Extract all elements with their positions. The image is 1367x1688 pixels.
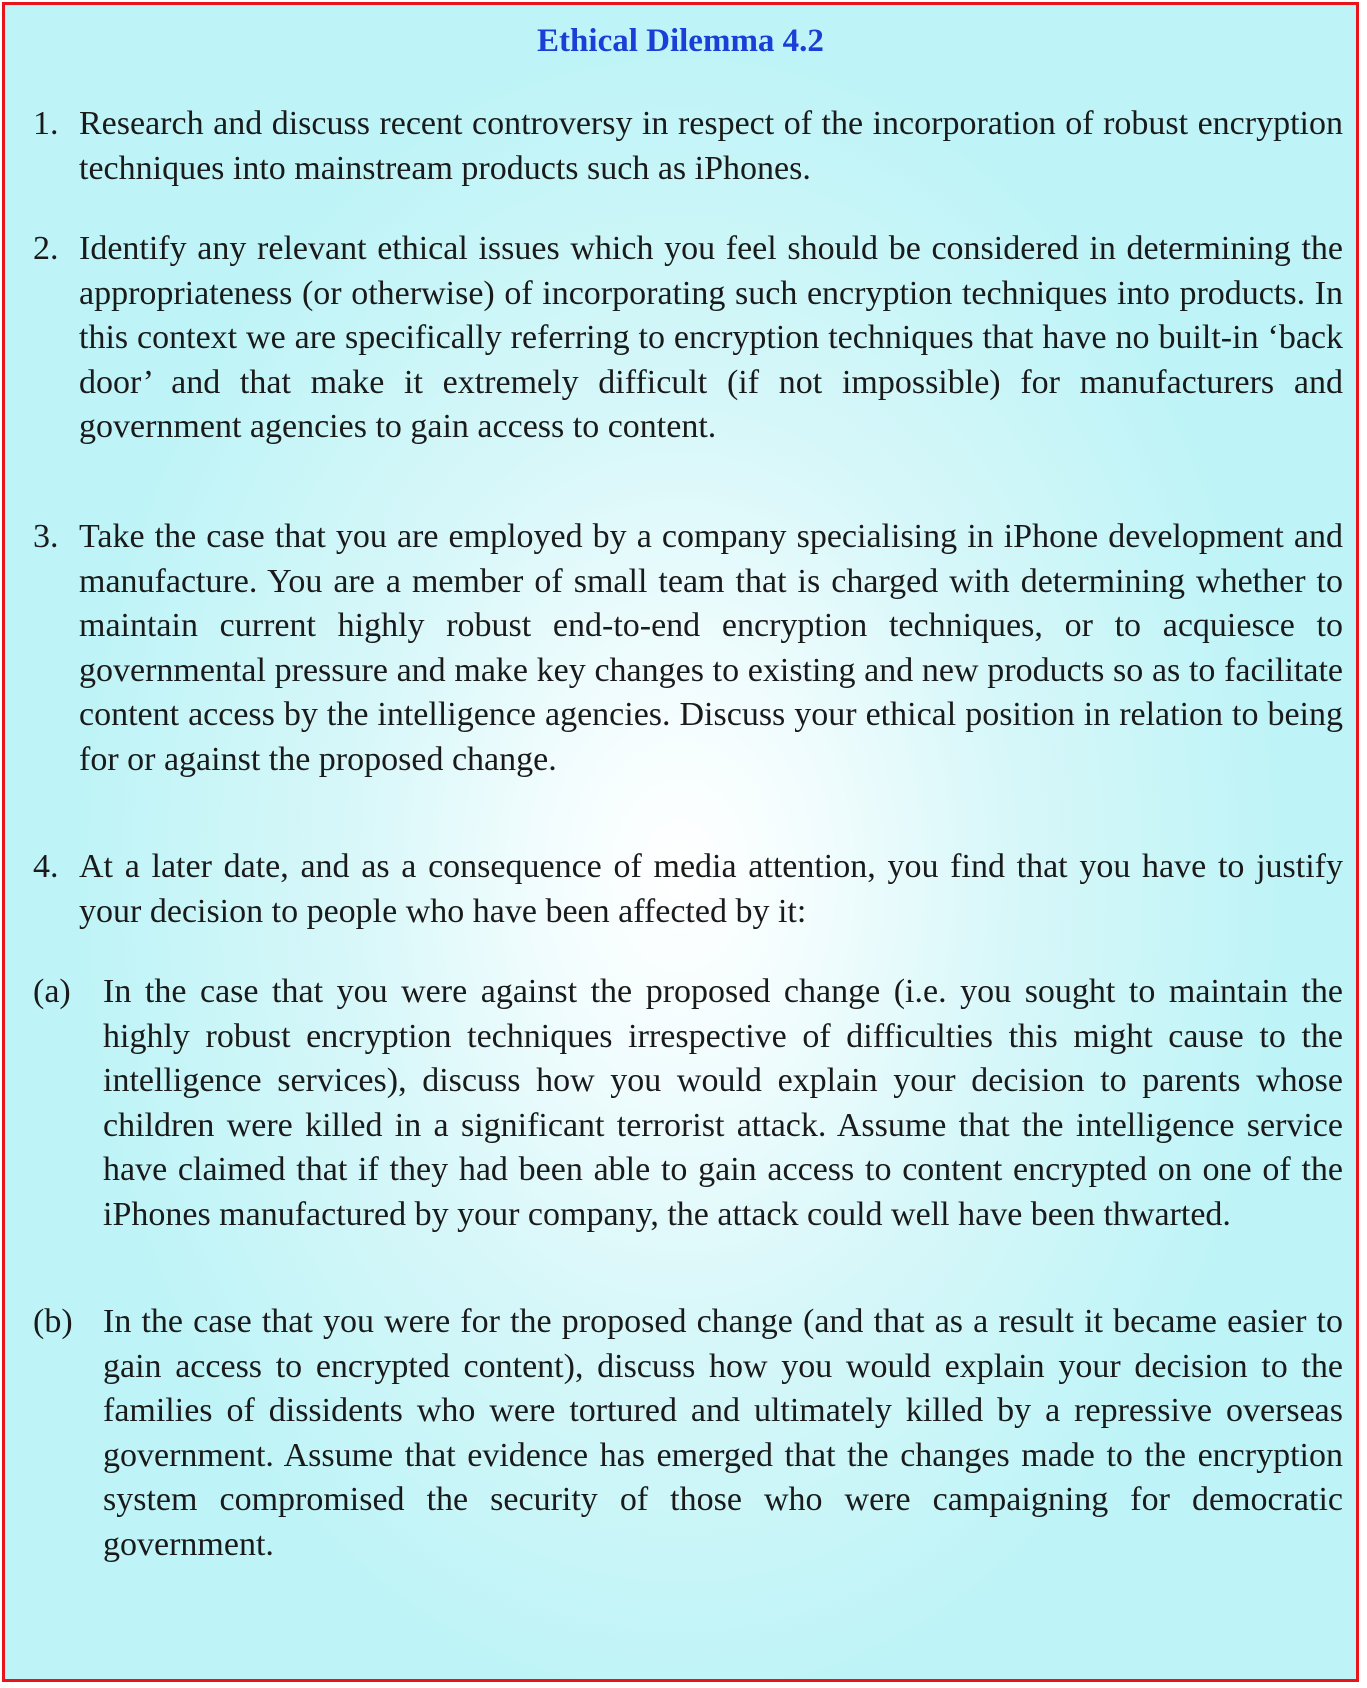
subquestion-text: In the case that you were against the proposed change (i.e. you sought to maintain the highly robust encryption techniques irrespective of difficulties this might cause to the intelligence services), discuss how you would explain your decision to parents whose children were killed in a significant terrorist attack. Assume that the intelligence service have claimed that if they had been able to gain access to content encrypted on one of the iPhones manufactured by your company, the attack could well have been thwarted. (103, 973, 1343, 1233)
question-text: Take the case that you are employed by a company specialising in iPhone development and manufacture. You are a member of small team that is charged with determining whether to maintain current highly robust end-to-end encryption techniques, or to acquiesce to governmental pressure and make key changes to existing and new products so as to facilitate content access by the intelligence agencies. Discuss your ethical position in relation to being for or against the proposed change. (79, 518, 1343, 778)
subquestion-label: (b) (33, 1303, 73, 1340)
question-1 (33, 102, 1343, 191)
question-text: Identify any relevant ethical issues which you feel should be considered in determining the appropriateness (or otherwise) of incorporating such encryption techniques into products. In this context we are specifically referring to encryption techniques that have no built-in ‘back door’ and that make it extremely difficult (if not impossible) for manufacturers and government agencies to gain access to content. (79, 230, 1343, 445)
subquestion-label: (a) (33, 973, 71, 1010)
question-number: 1. (33, 105, 59, 142)
box-title: Ethical Dilemma 4.2 (537, 23, 824, 59)
question-text: Research and discuss recent controversy in respect of the incorporation of robust encryption techniques into mainstream products such as iPhones. (79, 105, 1343, 187)
question-2 (33, 227, 1343, 450)
ethical-dilemma-box (2, 2, 1359, 1682)
question-4 (33, 845, 1343, 934)
question-number: 2. (33, 230, 59, 267)
question-4b (33, 1300, 1343, 1567)
subquestion-text: In the case that you were for the proposed change (and that as a result it became easier to gain access to encrypted content), discuss how you would explain your decision to the families of dissidents who were tortured and ultimately killed by a repressive overseas government. Assume that evidence has emerged that the changes made to the encryption system compromised the security of those who were campaigning for democratic government. (103, 1303, 1343, 1563)
question-3 (33, 515, 1343, 782)
question-number: 3. (33, 518, 59, 555)
question-number: 4. (33, 848, 59, 885)
question-4a (33, 970, 1343, 1237)
question-text: At a later date, and as a consequence of media attention, you find that you have to justify your decision to people who have been affected by it: (79, 848, 1343, 930)
